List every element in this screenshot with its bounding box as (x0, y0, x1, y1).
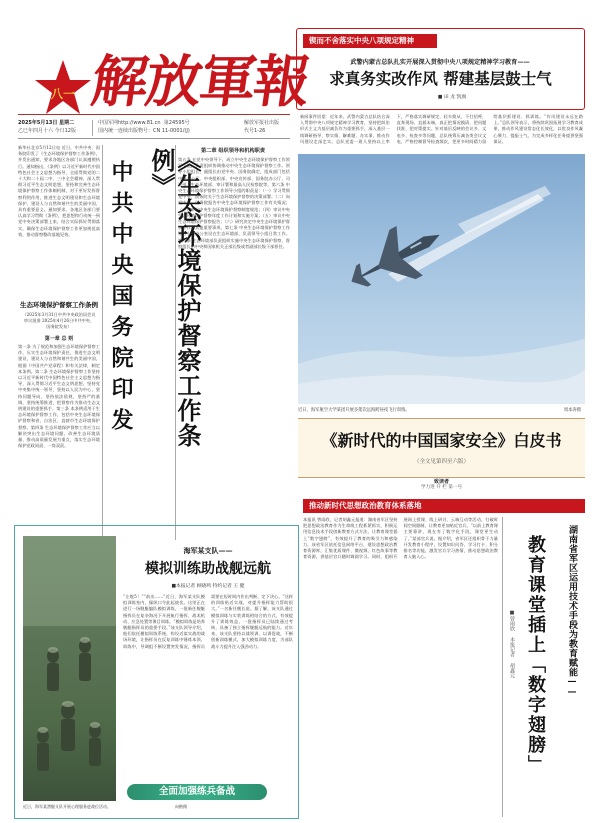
training-byline: ■本报记者 顾晓鸣 特约记者 王 健 (171, 584, 245, 589)
regulation-subheading: （2025年3月31日中共中央政治局会议审议批准 2025年4月26日中共中央、国务院发布） (22, 312, 96, 330)
postal-code: 代号1-26 (244, 128, 266, 134)
training-photo-caption-row (23, 804, 116, 810)
issue-number: 第24595号 (163, 120, 190, 126)
training-photo-credit: 向楷摄 (175, 804, 187, 809)
feature-byline: ■ 田 龙 凯旗 (437, 95, 467, 100)
feature-headline: 求真务实改作风 帮建基层鼓士气 (329, 70, 552, 88)
chapter-two-text: 第五条 在党中央领导下，成立中央生态环境保护督察工作领导小组，负责组织协调推动中央生态环境保护督察工作。领导小组组长、副组长由党中央、国务院确定，组成部门包括中央办公厅、中央组织部、中央宣传部、国务院办公厅、司法部、生态环境部、审计署和最高人民检察院等。第六条 中央生态环境保护督察工作领导小组的职责是：（一）学习贯彻党中央、国务院关于生态环境保护督察的决策部署；（二）向党中央、国务院报告中央生态环境保护督察工作有关情况；（三）审议中央生态环境保护督察制度规范；（四）审议中央生态环境保护督察年度工作计划和实施方案；（五）审议中央生态环境保护督察报告；（六）研究决定中央生态环境保护督察工作的其他重要事项。第七条 中央生态环境保护督察工作领导小组办公室设在生态环境部，负责领导小组日常工作。第八条 生态环境部负责组织实施中央生态环境保护督察，督察组长由中央和国家机关正部长级或者副部长级干部担任。 (178, 157, 290, 249)
website-link[interactable]: 中国军网http://www.81.cn (98, 120, 161, 126)
fighter-jet-photo (298, 154, 585, 404)
jet-photo-caption-row (298, 407, 585, 413)
chapter-one-text: 第一条 为了规范和加强生态环境保护督察工作，压实生态环境保护责任，推进生态文明建设，建设人与自然和谐共生的美丽中国，根据《中国共产党章程》和有关法律，制定本条例。第二条 生态环境保护督察工作坚持以习近平新时代中国特色社会主义思想为指导，深入贯彻习近平生态文明思想，坚持党中央集中统一领导，坚持以人民为中心，坚持问题导向，坚持依法依规，坚持严的基调，坚持统筹推进，把督察作为推动生态文明建设的重要抓手。第三条 本条例适用于生态环境保护督察工作，包括中央生态环境保护督察和省、自治区、直辖市生态环境保护督察。第四条 生态环境保护督察工作应当以解决突出生态环境问题、改善生态环境质量、推动高质量发展为重点，落实生态环境保护党政同责、一岗双责。 (18, 344, 100, 449)
chapter-one-heading: 第一章 总 则 (44, 336, 74, 342)
jet-illustration (298, 154, 585, 404)
top-right-feature-box (296, 28, 585, 110)
white-paper-title: 《新时代的中国国家安全》白皮书 (321, 431, 562, 450)
issn-line: 国内统一连续出版物号：CN 11-0001/(J) (98, 128, 190, 134)
editorial-note-line: 学力进 开 栏 第一号 (420, 485, 463, 490)
bottom-right-banner (303, 499, 585, 513)
vertical-issuer-title: 中共中央国务院印发 (108, 160, 134, 439)
white-paper-subtitle: （全文见第四至六版） (413, 459, 469, 465)
education-vertical-headline: 教育课堂插上「数字翅膀」 (525, 535, 546, 775)
training-footer-banner (127, 784, 267, 800)
masthead-rule (18, 114, 290, 115)
education-vertical-byline: ■曾雨欣 本报记者 胡鑫元 (509, 610, 515, 678)
date-line: 2025年5月13日 星期二 (18, 120, 75, 126)
education-vertical-kicker: 湖南省军区运用技术手段为教育赋能—— (567, 525, 577, 698)
training-headline: 模拟训练助战舰远航 (145, 561, 271, 577)
training-body-text: “左舵5！”“前出……”近日，海军某支队模拟训练室内，操纵口令此起彼伏。这里正在进行一场舰艇编队模拟训练，一批新任舰艇指挥员在复杂海况下开展航行指挥、战术机动、应急处置等课目训练。“模拟训练是培养舰艇指挥员的重要手段。”该支队领导介绍，他们依托模拟训练系统，构设近似实战的战场环境，让指挥员在反复训练中锤炼本领。训练中，导调组不断设置突发情况，指挥员需要在短时间内作出判断、定下决心。“这样的训练贴近实战，对提升指挥能力帮助很大。”一名新任舰长说。据了解，该支队通过模拟训练与实装训练相结合的方式，有效提升了训练效益，一批指挥员已陆续通过考核，具备了独立指挥舰艇远航的能力。近年来，该支队坚持以战领训、以训促战，不断创新训练模式，加大模拟训练力度，为部队战斗力提升注入强劲动力。 (123, 594, 293, 649)
bottom-left-feature-box (14, 525, 299, 819)
training-footer-banner-text: 全面加强练兵备战 (158, 786, 235, 797)
lead-intro: 新华社北京5月12日电 近日，中共中央、国务院印发了《生态环境保护督察工作条例》，并发出通知，要求各地区各部门认真遵照执行。通知指出，《条例》以习近平新时代中国特色社会主义思想为指导，全面贯彻党的二十大和二十届二中、三中全会精神，深入贯彻习近平生态文明思想，坚持和完善生态环境保护督察工作体制机制，对于更好发挥督察利剑作用，推进生态文明建设和生态环境保护，建设人与自然和谐共生的美丽中国，具有重要意义。通知要求，各地区各部门要认真学习贯彻《条例》，把思想和行动统一到党中央决策部署上来，结合实际抓好贯彻落实，确保生态环境保护督察工作更加规范高效，推动督察整改落地见效。 (18, 145, 100, 237)
jet-photo-caption: 近日，海军航空大学某团开展多架次远海跨昼夜飞行训练。 (298, 408, 410, 413)
training-kicker: 海军某支队—— (183, 546, 233, 555)
training-photo-caption: 近日，海军某潜艇支队开展心理服务进战位活动。 (23, 804, 111, 809)
banner-text: 锲而不舍落实中央八项规定精神 (309, 36, 414, 45)
white-paper-box (298, 418, 585, 478)
training-photo (23, 536, 116, 801)
lunar-line: 乙巳年四月十六 今日12版 (18, 128, 76, 134)
red-star-emblem (34, 58, 92, 118)
banner-label (303, 34, 437, 48)
chapter-two-heading: 第二章 组织领导和机构职责 (200, 148, 266, 154)
editorial-note (298, 476, 585, 490)
education-body-text: 本报讯 曾雨欣、记者胡鑫元报道：湖南省军区坚持把思想政治教育作为生命线工程抓紧抓实，积极运用信息技术手段创新教育方式方法，让教育课堂插上“数字翅膀”，有效提升了教育的吸引力和感染力。该省军区依托信息网络平台，建设思想政治教育资源库，汇集优质课件、微视频、红色故事等教育资源，供基层官兵随时调阅学习。同时，组织开展网上授课、线上研讨、云端互动等活动，打破时间空间限制，让教育更加贴近官兵。“以前上教育课主要靠讲，现在有了数字化手段，课堂更生动了。”某部官兵说。据介绍，省军区还组织骨干力量开发教育小程序，设置知识问答、学习打卡、积分排名等功能，激发官兵学习热情，推动思想政治教育入脑入心。 (303, 517, 498, 560)
publisher: 解放军报社出版 (244, 120, 280, 126)
bottom-right-banner-text: 推动新时代思想政治教育体系落地 (309, 501, 422, 510)
feature-body-text: 新闻事件回望：近年来，武警内蒙古总队结合深入贯彻中央八项规定精神学习教育，坚持把纠治形式主义为基层减负作为重要抓手，深入基层一线调研指导，察实情、解难题、办实事，推动作风建设走深走实。总队党委一班人坚持以上率下，严格落实调研规定，轻车简从、不打招呼，直奔现场、直插末端，真正把情况摸清、把问题找准、把对策提实。针对基层反映的会议多、文电多、检查多等问题，总队统筹压减各类会议文电，严格控制督导检查频次，把更多时间精力留给基层抓建设、抓训练。“作风建设永远在路上。”总队领导表示，将持续巩固拓展学习教育成果，推动作风建设常态化长效化，以优良作风凝心聚力、提振士气，为完成多样化任务提供坚强保证。 (300, 114, 583, 144)
svg-text:八一: 八一 (50, 87, 76, 101)
newspaper-title: 解放軍報 (87, 49, 313, 115)
editorial-note-title: 致读者 (433, 479, 449, 485)
feature-kicker: 武警内蒙古总队扎实开展深入贯彻中央八项规定精神学习教育—— (350, 59, 530, 66)
soldiers-illustration (23, 536, 116, 801)
regulation-heading: 生态环境保护督察工作条例 (20, 301, 98, 309)
jet-photo-credit: 周本涛摄 (563, 408, 581, 413)
vertical-regulation-title: 《生态环境保护督察工作条例》 (147, 148, 202, 448)
